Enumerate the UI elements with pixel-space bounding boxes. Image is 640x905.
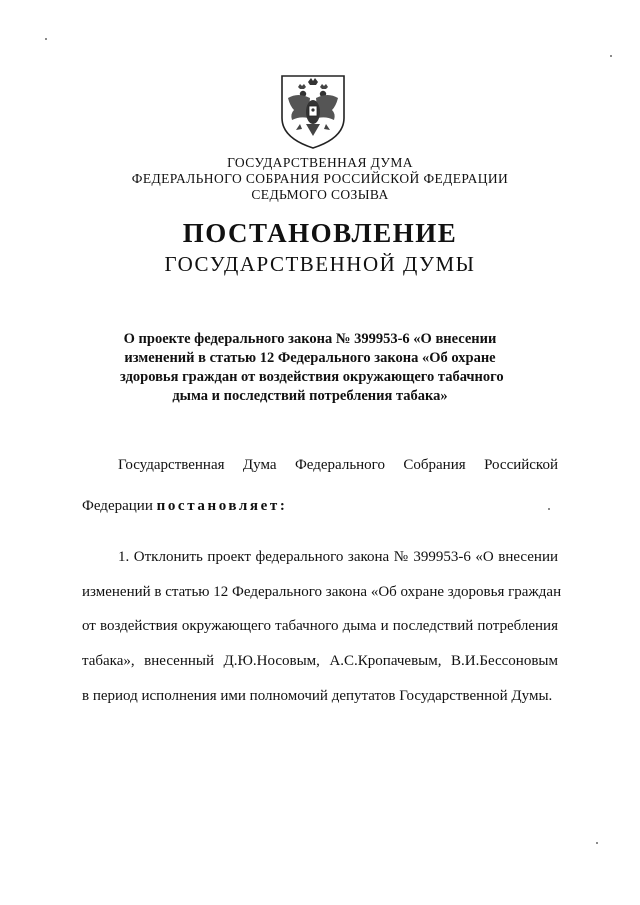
subject-line: О проекте федерального закона № 399953-6 «О внесении [123, 331, 497, 347]
scan-speck [596, 842, 598, 844]
header-federal-assembly: ФЕДЕРАЛЬНОГО СОБРАНИЯ РОССИЙСКОЙ ФЕДЕРАЦИИ [131, 171, 509, 186]
resolves-keyword: постановляет: [156, 498, 288, 514]
paragraph-line: 1. Отклонить проект федерального закона № 399953-6 «О внесении [118, 549, 558, 565]
subject-line: изменений в статью 12 Федерального закона «Об охране [124, 350, 496, 366]
subject-line: дыма и последствий потребления табака» [172, 388, 448, 404]
scan-speck [610, 55, 612, 57]
paragraph-line: табака», внесенный Д.Ю.Носовым, А.С.Кропачевым, В.И.Бессоновым [82, 653, 558, 669]
document-type-title: ПОСТАНОВЛЕНИЕ [182, 218, 458, 248]
header-convocation: СЕДЬМОГО СОЗЫВА [251, 187, 389, 202]
coat-of-arms-icon [278, 72, 348, 150]
paragraph-line: в период исполнения ими полномочий депутатов Государственной Думы. [82, 688, 553, 704]
body-line-resolves [82, 497, 287, 515]
paragraph-line: от воздействия окружающего табачного дыма и последствий потребления [82, 618, 558, 634]
paragraph-line: изменений в статью 12 Федерального закона «Об охране здоровья граждан [82, 584, 562, 600]
header-duma: ГОСУДАРСТВЕННАЯ ДУМА [227, 155, 413, 170]
scan-speck [45, 38, 47, 40]
subject-line: здоровья граждан от воздействия окружающего табачного [120, 369, 504, 385]
body-line: Государственная Дума Федерального Собрания Российской [118, 457, 558, 473]
scan-speck [548, 508, 550, 510]
document-issuer: ГОСУДАРСТВЕННОЙ ДУМЫ [164, 252, 476, 276]
body-text: Федерации [82, 498, 157, 514]
